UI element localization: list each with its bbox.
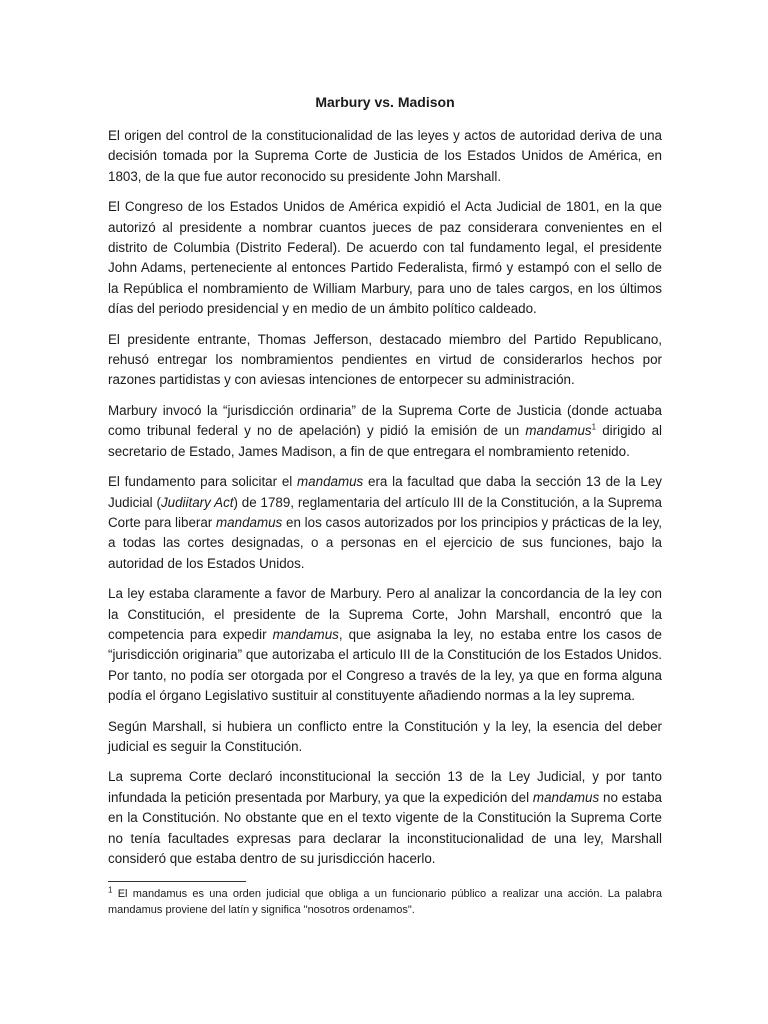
italic-term: mandamus — [532, 789, 600, 805]
paragraph-8 — [108, 767, 662, 869]
text-span: dirigido al secretario de Estado, James Madison, a fin de que entregara el nombramiento retenido. — [108, 423, 662, 459]
paragraph-2: El Congreso de los Estados Unidos de América expidió el Acta Judicial de 1801, en la que autorizó al presidente a nombrar cuantos jueces de paz considerara convenientes en el distrito de Columbia (Distrito Federal). De acuerdo con tal fundamento legal, el presidente John Adams, perteneciente al entonces Partido Federalista, firmó y estampó con el sello de la República el nombramiento de William Marbury, para uno de tales cargos, en los últimos días del periodo presidencial y en medio de un ámbito político caldeado. — [108, 199, 662, 317]
paragraph-3: El presidente entrante, Thomas Jefferson, destacado miembro del Partido Republicano, rehusó entregar los nombramientos pendientes en virtud de considerarlos hechos por razones partidistas y con aviesas intenciones de entorpecer su administración. — [108, 331, 662, 388]
text-span: La ley estaba claramente a favor de Marbury. Pero al analizar la concordancia de la ley con la Constitución, el presidente de la Suprema Corte, John Marshall, encontró que la competencia para expedir — [108, 586, 662, 642]
paragraph-4 — [108, 401, 662, 462]
text-span: El fundamento para solicitar el — [108, 474, 298, 490]
paragraph-1: El origen del control de la constitucionalidad de las leyes y actos de autoridad deriva de una decisión tomada por la Suprema Corte de Justicia de los Estados Unidos de América, en 1803, de la que fue autor reconocido su presidente John Marshall. — [108, 128, 662, 184]
footnote — [108, 886, 662, 918]
text-span: era la facultad que daba la sección 13 de la Ley Judicial ( — [108, 474, 662, 510]
italic-term: mandamus — [297, 474, 364, 490]
italic-term: mandamus — [216, 514, 283, 530]
text-span: ) de 1789, reglamentaria del artículo III de la Constitución, a la Suprema Corte para liberar — [108, 494, 662, 530]
text-span: , que asignaba la ley, no estaba entre los casos de “jurisdicción originaria” que autorizaba el articulo III de la Constitución de los Estados Unidos. Por tanto, no podía ser otorgada por el Congreso a través de la ley, ya que en forma alguna podía el órgano Legislativo sustituir al constituyente añadiendo normas a la ley suprema. — [108, 626, 663, 704]
document-title: Marbury vs. Madison — [315, 94, 455, 110]
text-span: no estaba en la Constitución. No obstante que en el texto vigente de la Constitución la Suprema Corte no tenía facultades expresas para declarar la inconstitucionalidad de una ley, Marshall consideró que estaba dentro de su jurisdicción hacerlo. — [108, 789, 663, 866]
paragraph-5 — [108, 472, 662, 574]
footnote-mark: 1 — [108, 885, 113, 895]
footnote-reference[interactable]: 1 — [591, 422, 597, 432]
text-span: en los casos autorizados por los principios y prácticas de la ley, a todas las cortes designadas, o a personas en el ejercicio de sus funciones, bajo la autoridad de los Estados Unidos. — [108, 514, 662, 571]
footnote-separator — [108, 881, 246, 882]
italic-term: mandamus — [272, 626, 339, 642]
text-span: La suprema Corte declaró inconstitucional la sección 13 de la Ley Judicial, y por tanto infundada la petición presentada por Marbury, ya que la expedición del — [108, 769, 662, 805]
italic-term: mandamus — [525, 423, 592, 439]
text-span: Marbury invocó la “jurisdicción ordinaria” de la Suprema Corte de Justicia (donde actuaba como tribunal federal y no de apelación) y pidió la emisión de un — [108, 402, 662, 439]
italic-term: Judiitary Act — [160, 494, 234, 510]
paragraph-7: Según Marshall, si hubiera un conflicto entre la Constitución y la ley, la esencia del deber judicial es seguir la Constitución. — [108, 718, 662, 754]
footnote-text: El mandamus es una orden judicial que obliga a un funcionario público a realizar una acción. La palabra mandamus proviene del latín y significa "nosotros ordenamos". — [108, 888, 662, 917]
paragraph-6 — [108, 584, 662, 706]
